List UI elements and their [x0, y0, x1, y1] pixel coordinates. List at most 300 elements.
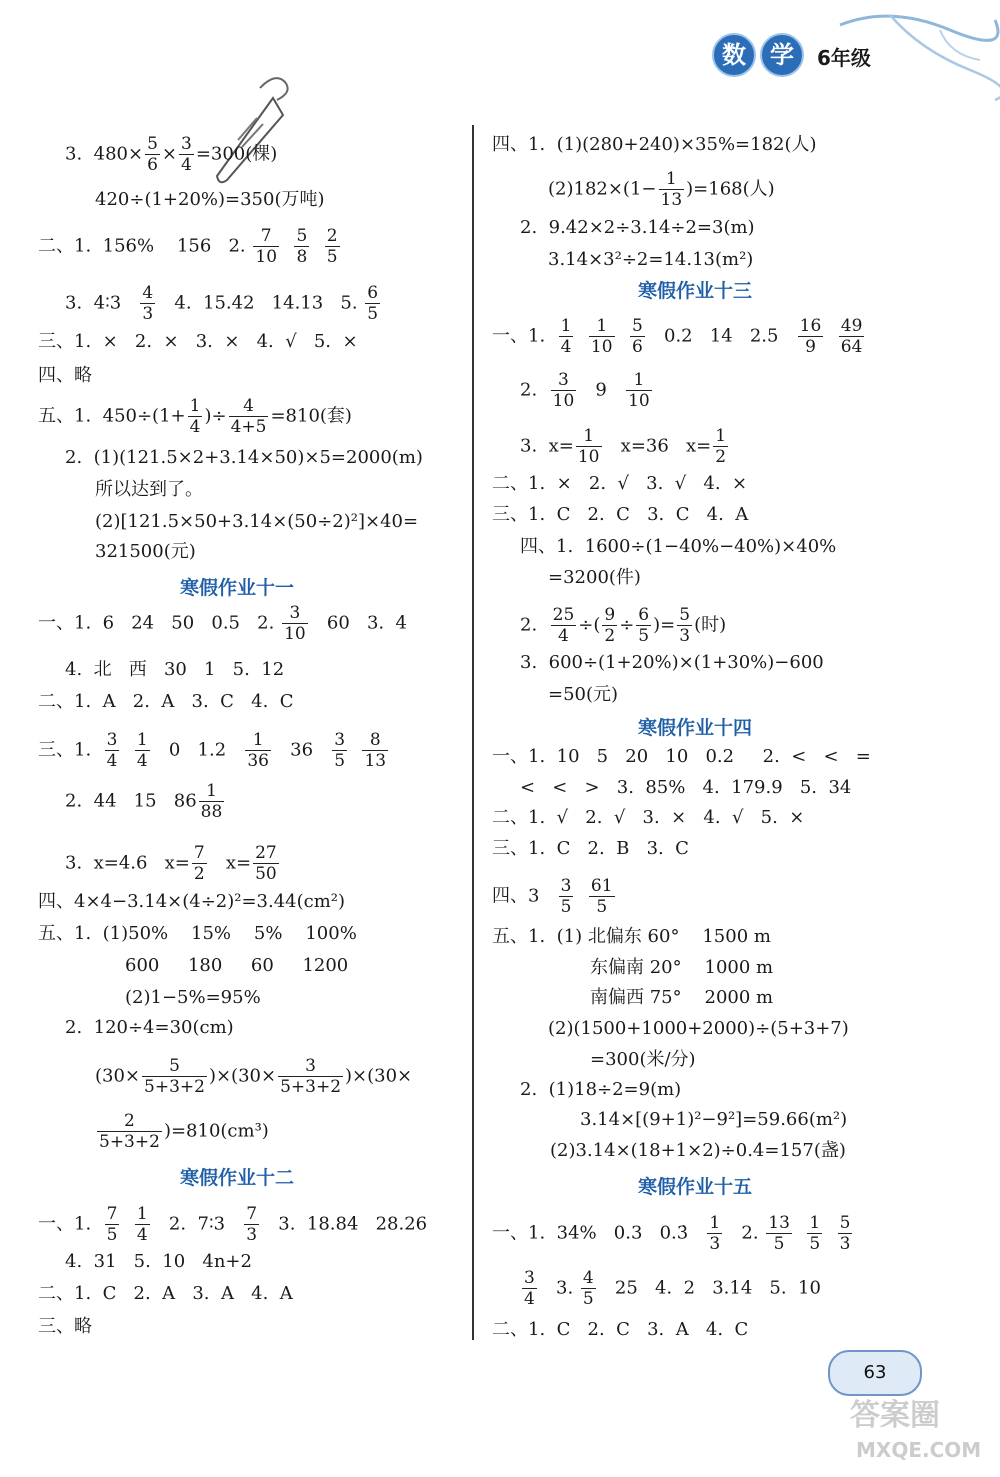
- fraction-denominator: 13: [660, 190, 683, 210]
- answer-text: 五、1. (1)50% 15% 5% 100%: [38, 923, 357, 944]
- fraction-denominator: 10: [284, 624, 306, 644]
- answer-text: [825, 326, 836, 347]
- answer-line: [520, 1268, 821, 1309]
- fraction-denominator: 5: [326, 247, 338, 267]
- section-title: [638, 713, 752, 740]
- answer-text: 五、1. 450÷(1+: [38, 405, 186, 427]
- answer-text: 0 1.2: [151, 739, 244, 761]
- answer-text: 南偏西 75° 2000 m: [590, 987, 774, 1008]
- answer-text: 三、1.: [38, 739, 103, 761]
- answer-line: [520, 776, 851, 800]
- fraction: [140, 283, 155, 324]
- fraction-numerator: 61: [590, 876, 613, 896]
- fraction-numerator: 1: [626, 370, 652, 391]
- answer-line: [492, 316, 866, 357]
- subject-badge-2: 学: [760, 33, 804, 77]
- fraction-denominator: 5: [334, 751, 346, 771]
- fraction-denominator: 10: [590, 337, 613, 357]
- fraction-numerator: 6: [367, 283, 379, 303]
- fraction-numerator: 3: [524, 1268, 535, 1288]
- answer-line: [38, 226, 342, 267]
- fraction-numerator: 1: [809, 1213, 821, 1233]
- fraction: [659, 169, 685, 210]
- fraction: [179, 134, 194, 175]
- fraction: [362, 730, 388, 771]
- fraction: [365, 283, 380, 324]
- answer-line: [590, 986, 773, 1010]
- fraction-denominator: 10: [255, 247, 278, 267]
- answer-text: 25 4. 2 3.14 5. 10: [597, 1277, 821, 1299]
- answer-text: )÷: [204, 405, 227, 427]
- fraction: [838, 1213, 853, 1254]
- answer-line: [38, 396, 352, 437]
- answer-text: 二、1. C 2. A 3. A 4. A: [38, 1283, 293, 1304]
- fraction: [559, 876, 574, 917]
- fraction-numerator: 1: [136, 730, 148, 750]
- column-divider: [472, 125, 474, 1340]
- answer-text: 三、1. C 2. B 3. C: [492, 838, 689, 859]
- fraction: [551, 370, 577, 411]
- fraction-denominator: 13: [364, 751, 387, 771]
- answer-line: [65, 283, 382, 324]
- answer-text: 二、1. 156% 156 2.: [38, 235, 252, 257]
- fraction-numerator: 3: [278, 1056, 343, 1077]
- answer-text: 3.14×3²÷2=14.13(m²): [548, 249, 754, 270]
- answer-text: (2)3.14×(18+1×2)÷0.4=157(盏): [550, 1140, 846, 1161]
- fraction-numerator: 25: [552, 605, 575, 625]
- fraction-denominator: 4: [106, 751, 118, 771]
- fraction-denominator: 4: [136, 751, 148, 771]
- answer-line: [38, 922, 357, 946]
- fraction: [559, 316, 574, 357]
- answer-text: [617, 326, 628, 347]
- answer-text: 2. (1)(121.5×2+3.14×50)×5=2000(m): [65, 447, 423, 468]
- answer-text: 420÷(1+20%)=350(万吨): [95, 189, 325, 210]
- answer-text: 四、3: [492, 885, 557, 907]
- fraction: [294, 226, 309, 267]
- section-title: [638, 276, 752, 303]
- fraction-denominator: 5: [638, 626, 650, 646]
- fraction-numerator: 8: [362, 730, 388, 751]
- answer-text: 一、1. 6 24 50 0.5 2.: [38, 612, 281, 634]
- answer-text: 寒假作业十二: [180, 1167, 295, 1189]
- fraction: [97, 1111, 162, 1152]
- fraction-numerator: 1: [245, 730, 271, 751]
- fraction-denominator: 5: [582, 1289, 594, 1309]
- fraction-numerator: 7: [106, 1204, 118, 1224]
- fraction-numerator: 5: [296, 226, 308, 246]
- fraction: [798, 316, 824, 357]
- fraction: [589, 316, 615, 357]
- answer-text: 3. 480×: [65, 143, 144, 165]
- fraction: [105, 1204, 120, 1245]
- answer-line: [65, 843, 281, 884]
- fraction-denominator: 64: [840, 337, 863, 357]
- fraction-numerator: 16: [799, 316, 822, 336]
- fraction: [199, 781, 225, 822]
- fraction-denominator: 3: [142, 304, 154, 324]
- answer-text: 寒假作业十三: [638, 280, 753, 302]
- answer-line: [492, 1318, 748, 1342]
- answer-line: [492, 745, 871, 769]
- answer-line: [492, 837, 689, 861]
- fraction-denominator: 2: [604, 626, 616, 646]
- fraction-numerator: 1: [576, 426, 602, 447]
- answer-text: x=: [208, 852, 252, 874]
- fraction-numerator: 1: [589, 316, 615, 337]
- fraction-numerator: 13: [768, 1213, 790, 1233]
- fraction-denominator: 5+3+2: [99, 1132, 160, 1152]
- answer-text: )×(30×: [208, 1065, 277, 1087]
- fraction-denominator: 4: [136, 1225, 148, 1245]
- answer-text: 一、1.: [38, 1213, 103, 1235]
- answer-text: 4. 15.42 14.13 5.: [157, 292, 364, 314]
- answer-line: [65, 658, 284, 682]
- answer-text: 9: [578, 379, 625, 401]
- fraction-denominator: 5+3+2: [144, 1077, 205, 1097]
- answer-line: [548, 169, 775, 210]
- fraction-numerator: 1: [560, 316, 572, 336]
- answer-line: [95, 540, 196, 564]
- answer-line: [38, 890, 345, 914]
- fraction-denominator: 8: [296, 247, 308, 267]
- answer-line: [95, 510, 418, 534]
- answer-text: 321500(元): [95, 541, 196, 562]
- fraction-numerator: 9: [604, 605, 616, 625]
- answer-text: 4. 北 西 30 1 5. 12: [65, 659, 285, 680]
- answer-text: (2)182×(1−: [548, 178, 657, 200]
- fraction: [253, 843, 279, 884]
- fraction: [839, 316, 865, 357]
- answer-text: x=36 x=: [603, 435, 712, 457]
- answer-line: [65, 446, 423, 470]
- fraction: [636, 605, 651, 646]
- answer-line: [38, 690, 294, 714]
- fraction: [626, 370, 652, 411]
- answer-line: [520, 1078, 681, 1102]
- answer-text: 四、1. (1)(280+240)×35%=182(人): [492, 134, 817, 155]
- fraction-denominator: 4: [558, 626, 569, 646]
- fraction: [192, 843, 207, 884]
- answer-line: [492, 1213, 854, 1254]
- answer-line: [95, 478, 203, 502]
- fraction-denominator: 5: [560, 897, 572, 917]
- fraction: [142, 1056, 207, 1097]
- answer-text: 2. 7∶3: [151, 1213, 243, 1235]
- answer-line: [492, 503, 748, 527]
- answer-text: 二、1. A 2. A 3. C 4. C: [38, 691, 294, 712]
- fraction-numerator: 2: [97, 1111, 162, 1132]
- answer-text: [281, 236, 292, 257]
- fraction: [713, 426, 728, 467]
- fraction: [244, 1204, 259, 1245]
- answer-text: 3. 18.84 28.26: [261, 1213, 428, 1235]
- answer-text: 所以达到了。: [95, 479, 203, 500]
- answer-text: [575, 886, 586, 907]
- answer-line: [590, 956, 773, 980]
- fraction-denominator: 4: [524, 1289, 535, 1309]
- answer-text: 二、1. √ 2. √ 3. × 4. √ 5. ×: [492, 807, 805, 828]
- answer-text: [794, 1223, 805, 1244]
- answer-text: 三、略: [38, 1316, 92, 1337]
- answer-line: [95, 1111, 269, 1152]
- fraction: [282, 603, 308, 644]
- fraction: [245, 730, 271, 771]
- fraction: [589, 876, 615, 917]
- fraction: [332, 730, 347, 771]
- fraction: [253, 226, 279, 267]
- answer-line: [492, 806, 804, 830]
- fraction: [105, 730, 120, 771]
- fraction-numerator: 3: [282, 603, 308, 624]
- fraction-numerator: 5: [632, 316, 643, 336]
- answer-text: (2)1−5%=95%: [125, 987, 261, 1008]
- fraction-denominator: 5: [106, 1225, 118, 1245]
- answer-line: [520, 370, 654, 411]
- answer-line: [38, 730, 390, 771]
- fraction-denominator: 6: [632, 337, 643, 357]
- fraction-numerator: 3: [551, 370, 577, 391]
- fraction: [325, 226, 340, 267]
- answer-text: )=810(cm³): [163, 1120, 269, 1142]
- answer-text: [349, 740, 360, 761]
- answer-text: 二、1. C 2. C 3. A 4. C: [492, 1319, 749, 1340]
- answer-line: [520, 605, 726, 646]
- fraction-denominator: 2: [715, 447, 727, 467]
- answer-text: 四、4×4−3.14×(4÷2)²=3.44(cm²): [38, 891, 346, 912]
- fraction-numerator: 5: [147, 134, 158, 154]
- fraction: [677, 605, 692, 646]
- answer-text: 一、1.: [492, 325, 557, 347]
- section-title: [638, 1172, 752, 1199]
- fraction-numerator: 4: [229, 396, 269, 417]
- answer-line: [548, 566, 641, 590]
- answer-line: [520, 216, 755, 240]
- fraction-numerator: 49: [840, 316, 863, 336]
- grade-label: 6年级: [817, 46, 871, 70]
- fraction: [576, 426, 602, 467]
- answer-text: 二、1. × 2. √ 3. √ 4. ×: [492, 473, 748, 494]
- fraction-numerator: 4: [582, 1268, 594, 1288]
- fraction: [145, 134, 160, 175]
- fraction-denominator: 10: [577, 447, 600, 467]
- answer-line: [520, 535, 836, 559]
- fraction-numerator: 3: [560, 876, 572, 896]
- fraction-numerator: 1: [189, 396, 201, 416]
- fraction-numerator: 1: [199, 781, 225, 802]
- fraction-numerator: 5: [839, 1213, 851, 1233]
- fraction: [278, 1056, 343, 1097]
- answer-text: 3. 600÷(1+20%)×(1+30%)−600: [520, 652, 824, 673]
- fraction: [581, 1268, 596, 1309]
- answer-line: [548, 683, 618, 707]
- fraction-denominator: 36: [247, 751, 269, 771]
- answer-line: [38, 1204, 427, 1245]
- answer-line: [580, 1108, 847, 1132]
- fraction-denominator: 4+5: [230, 417, 267, 437]
- fraction-numerator: 1: [715, 426, 727, 446]
- answer-text: =300(米/分): [590, 1049, 696, 1070]
- answer-text: 2. 120÷4=30(cm): [65, 1017, 234, 1038]
- answer-line: [38, 1315, 92, 1339]
- fraction-numerator: 7: [246, 1204, 258, 1224]
- fraction-numerator: 3: [334, 730, 346, 750]
- fraction-numerator: 6: [638, 605, 650, 625]
- carrot-logo-icon: [205, 70, 300, 195]
- fraction-denominator: 88: [200, 802, 223, 822]
- answer-text: (30×: [95, 1065, 141, 1087]
- answer-text: (时): [694, 614, 727, 636]
- answer-line: [65, 781, 226, 822]
- answer-line: [492, 925, 771, 949]
- answer-text: =300(棵): [195, 143, 278, 165]
- answer-text: )=168(人): [686, 178, 775, 200]
- answer-line: [590, 1048, 696, 1072]
- fraction-numerator: 7: [253, 226, 279, 247]
- fraction: [229, 396, 269, 437]
- answer-text: =810(套): [270, 405, 352, 427]
- fraction: [807, 1213, 822, 1254]
- fraction-denominator: 3: [839, 1234, 851, 1254]
- fraction-numerator: 5: [142, 1056, 207, 1077]
- answer-line: [520, 651, 824, 675]
- answer-line: [38, 1282, 293, 1306]
- fraction-numerator: 3: [106, 730, 118, 750]
- subject-header: [712, 33, 808, 77]
- fraction-denominator: 5+3+2: [280, 1077, 342, 1097]
- answer-text: 2.: [724, 1222, 765, 1244]
- answer-text: [575, 326, 586, 347]
- answer-text: 3. x=: [520, 435, 574, 457]
- answer-text: 2. 9.42×2÷3.14÷2=3(m): [520, 217, 755, 238]
- answer-text: 四、1. 1600÷(1−40%−40%)×40%: [520, 536, 837, 557]
- subject-badge-1: 数: [712, 33, 756, 77]
- answer-line: [492, 876, 617, 917]
- answer-text: 寒假作业十四: [638, 717, 753, 739]
- answer-line: [95, 188, 325, 212]
- answer-line: [38, 330, 358, 354]
- answer-text: )×(30×: [345, 1065, 413, 1087]
- answer-text: < < > 3. 85% 4. 179.9 5. 34: [520, 777, 852, 798]
- answer-text: 四、略: [38, 365, 92, 386]
- answer-text: 36: [272, 739, 331, 761]
- fraction-numerator: 27: [255, 843, 277, 863]
- answer-text: 3. x=4.6 x=: [65, 852, 190, 874]
- fraction-denominator: 50: [255, 864, 277, 884]
- fraction: [135, 1204, 150, 1245]
- section-title: [180, 1163, 294, 1190]
- answer-line: [550, 1139, 846, 1163]
- answer-text: ÷: [619, 614, 635, 636]
- answer-text: 寒假作业十一: [180, 577, 295, 599]
- watermark-logo: 答案圈: [850, 1398, 940, 1433]
- answer-text: (2)(1500+1000+2000)÷(5+3+7): [548, 1018, 849, 1039]
- fraction-numerator: 4: [142, 283, 154, 303]
- fraction: [188, 396, 203, 437]
- answer-text: (2)[121.5×50+3.14×(50÷2)²]×40=: [95, 511, 419, 532]
- answer-line: [38, 603, 407, 644]
- answer-text: 600 180 60 1200: [125, 955, 349, 976]
- answer-line: [492, 472, 747, 496]
- answer-text: =50(元): [548, 684, 619, 705]
- fraction-numerator: 5: [679, 605, 691, 625]
- fraction-denominator: 3: [679, 626, 691, 646]
- answer-text: 3.: [538, 1277, 579, 1299]
- fraction: [135, 730, 150, 771]
- fraction-denominator: 10: [552, 391, 575, 411]
- answer-line: [125, 954, 348, 978]
- answer-text: =3200(件): [548, 567, 641, 588]
- answer-text: ×: [161, 143, 177, 165]
- answer-line: [65, 1250, 252, 1274]
- answer-line: [95, 1056, 412, 1097]
- fraction: [602, 605, 617, 646]
- fraction-numerator: 1: [709, 1213, 721, 1233]
- fraction-denominator: 6: [147, 155, 158, 175]
- answer-text: 2. (1)18÷2=9(m): [520, 1079, 682, 1100]
- fraction-denominator: 3: [709, 1234, 721, 1254]
- answer-text: [311, 236, 322, 257]
- answer-text: 3. 4∶3: [65, 292, 139, 314]
- fraction-denominator: 4: [180, 155, 192, 175]
- answer-text: 三、1. × 2. × 3. × 4. √ 5. ×: [38, 331, 358, 352]
- answer-text: 2. 44 15 86: [65, 790, 197, 812]
- fraction-denominator: 3: [246, 1225, 258, 1245]
- answer-text: 五、1. (1) 北偏东 60° 1500 m: [492, 926, 771, 947]
- answer-line: [492, 133, 817, 157]
- answer-line: [65, 134, 277, 175]
- answer-text: 3.14×[(9+1)²−9²]=59.66(m²): [580, 1109, 848, 1130]
- fraction-denominator: 4: [189, 417, 201, 437]
- answer-text: )=: [653, 614, 676, 636]
- fraction: [630, 316, 645, 357]
- fraction-denominator: 4: [560, 337, 572, 357]
- fraction: [707, 1213, 722, 1254]
- fraction-denominator: 5: [596, 897, 608, 917]
- answer-text: 2.: [520, 614, 549, 636]
- watermark-url: MXQE.COM: [856, 1438, 982, 1462]
- answer-line: [38, 364, 92, 388]
- answer-text: 一、1. 34% 0.3 0.3̇: [492, 1222, 706, 1244]
- answer-text: 60 3. 4: [309, 612, 408, 634]
- answer-line: [548, 1017, 849, 1041]
- fraction-numerator: 3: [180, 134, 192, 154]
- fraction-numerator: 1: [136, 1204, 148, 1224]
- answer-text: 4. 31 5. 10 4n+2: [65, 1251, 252, 1272]
- page-number: 63: [828, 1350, 922, 1396]
- answer-text: 寒假作业十五: [638, 1176, 753, 1198]
- answer-line: [548, 248, 753, 272]
- fraction-numerator: 7: [193, 843, 205, 863]
- section-title: [180, 573, 294, 600]
- answer-line: [520, 426, 730, 467]
- answer-text: [121, 1214, 132, 1235]
- fraction: [551, 605, 577, 646]
- answer-text: 0.2 14 2.5: [646, 325, 796, 347]
- fraction-numerator: 1: [659, 169, 685, 190]
- answer-text: 东偏南 20° 1000 m: [590, 957, 774, 978]
- fraction-denominator: 2: [193, 864, 205, 884]
- fraction-denominator: 10: [628, 391, 650, 411]
- answer-line: [125, 986, 261, 1010]
- answer-text: 2.: [520, 379, 549, 401]
- answer-line: [65, 1016, 234, 1040]
- fraction: [766, 1213, 792, 1254]
- fraction-denominator: 9: [805, 337, 816, 357]
- fraction-denominator: 5: [773, 1234, 785, 1254]
- fraction-denominator: 5: [367, 304, 379, 324]
- answer-text: [121, 740, 132, 761]
